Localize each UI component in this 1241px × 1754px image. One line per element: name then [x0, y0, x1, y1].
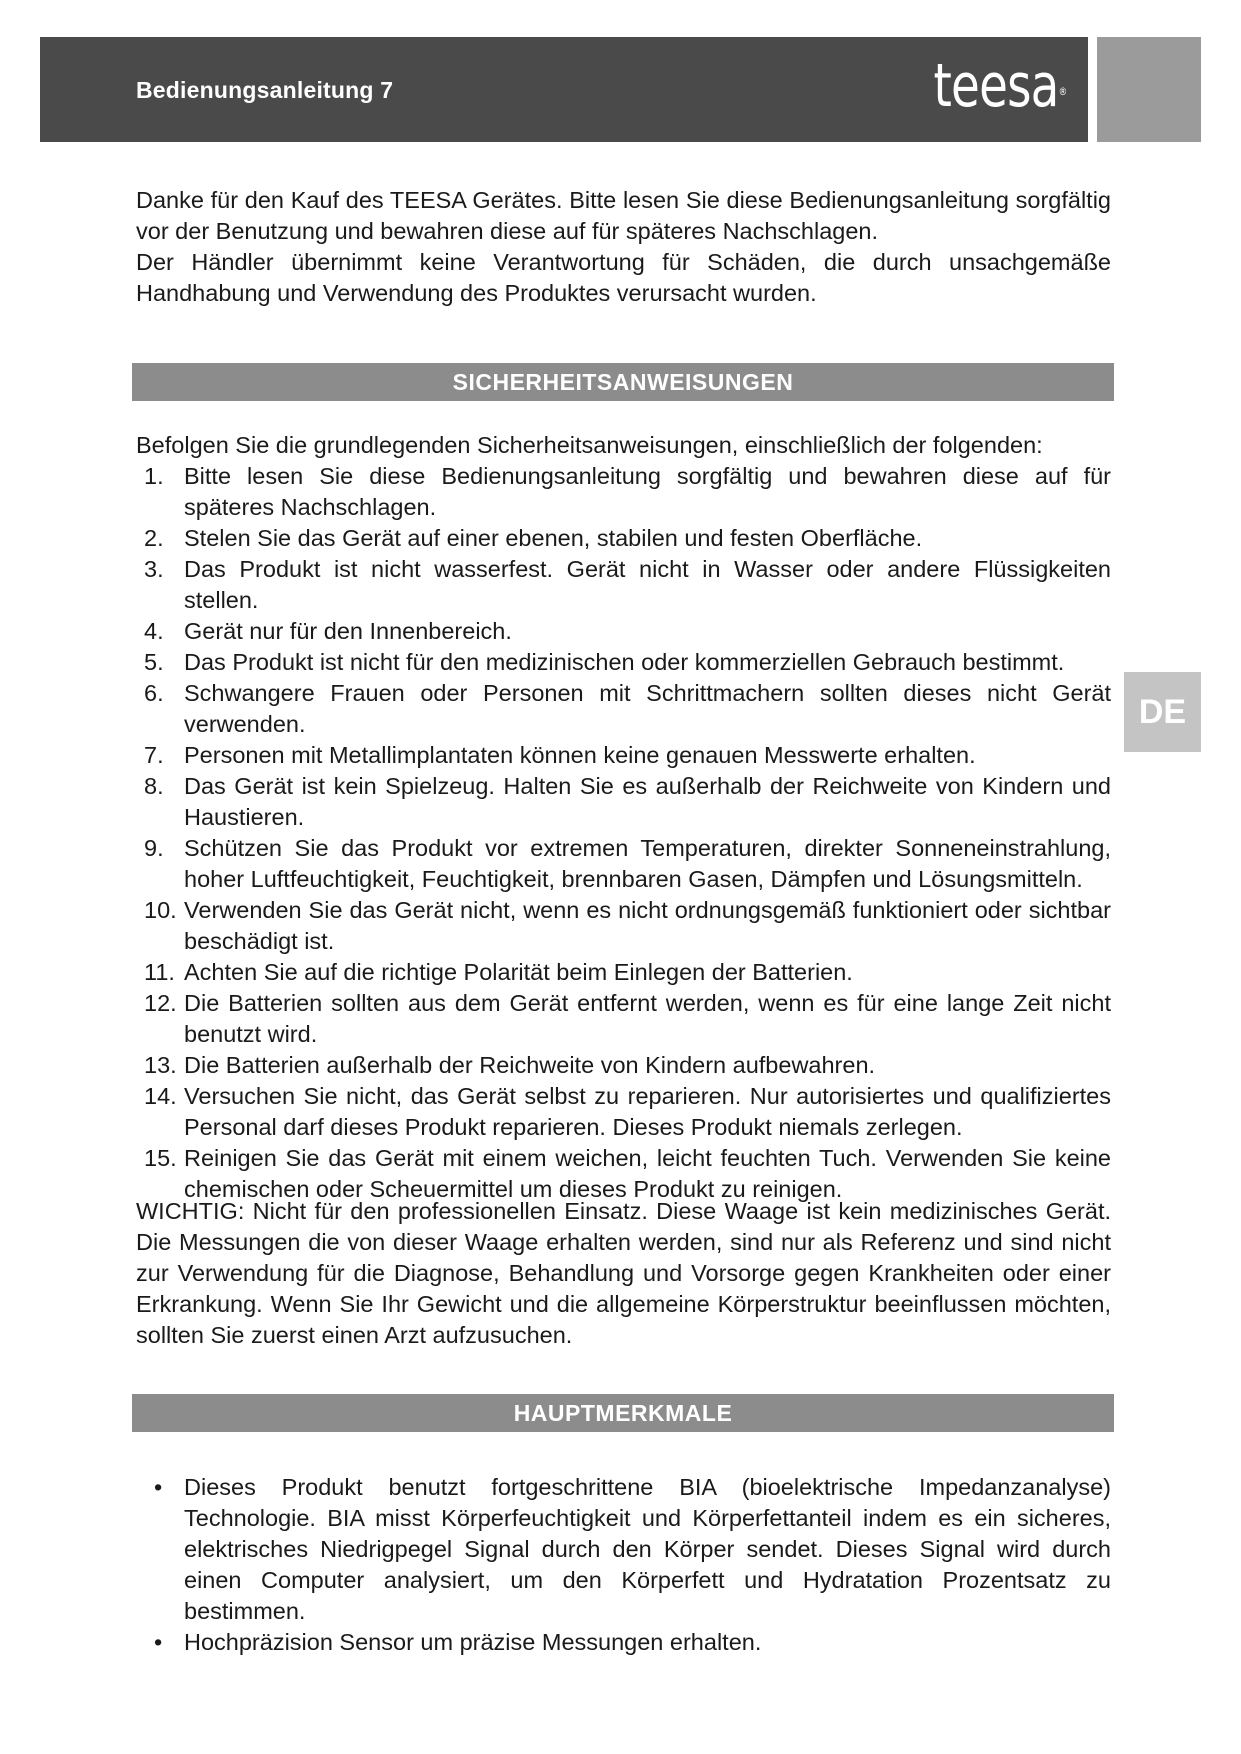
list-item: 10. Verwenden Sie das Gerät nicht, wenn es nicht ordnungsgemäß funktioniert oder sichtbar beschädigt ist.: [144, 897, 1111, 954]
list-item: 13. Die Batterien außerhalb der Reichweite von Kindern aufbewahren.: [144, 1052, 876, 1078]
list-item: 7. Personen mit Metallimplantaten können keine genauen Messwerte erhalten.: [144, 742, 976, 768]
intro-section: [136, 185, 1111, 309]
page-header: [40, 37, 1088, 142]
list-item: 1. Bitte lesen Sie diese Bedienungsanleitung sorgfältig und bewahren diese auf für späteres Nachschlagen.: [144, 463, 1111, 520]
list-item: 9. Schützen Sie das Produkt vor extremen Temperaturen, direkter Sonneneinstrahlung, hoher Luftfeuchtigkeit, Feuchtigkeit, brennbaren Gasen, Dämpfen und Lösungsmitteln.: [144, 835, 1111, 892]
manual-title: Bedienungsanleitung 7: [136, 77, 394, 103]
list-item: 3. Das Produkt ist nicht wasserfest. Gerät nicht in Wasser oder andere Flüssigkeiten stellen.: [144, 556, 1111, 613]
list-item: 5. Das Produkt ist nicht für den medizinischen oder kommerziellen Gebrauch bestimmt.: [144, 649, 1065, 675]
teesa-logo: teesa®: [933, 51, 1066, 121]
safety-list: [136, 461, 1111, 1205]
list-item: 14. Versuchen Sie nicht, das Gerät selbst zu reparieren. Nur autorisiertes und qualifiziertes Personal darf dieses Produkt reparieren. Dieses Produkt niemals zerlegen.: [144, 1083, 1111, 1140]
list-item: 4. Gerät nur für den Innenbereich.: [144, 618, 512, 644]
features-heading: HAUPTMERKMALE: [132, 1394, 1114, 1432]
intro-paragraph: Der Händler übernimmt keine Verantwortung für Schäden, die durch unsachgemäße Handhabung und Verwendung des Produktes verursacht wurden.: [136, 249, 1111, 306]
list-item: 15. Reinigen Sie das Gerät mit einem weichen, leicht feuchten Tuch. Verwenden Sie keine chemischen oder Scheuermittel um dieses Produkt zu reinigen.: [144, 1145, 1111, 1202]
important-paragraph: WICHTIG: Nicht für den professionellen Einsatz. Diese Waage ist kein medizinisches Gerät. Die Messungen die von dieser Waage erhalten werden, sind nur als Referenz und sind nicht zur Verwendung für die Diagnose, Behandlung und Vorsorge gegen Krankheiten oder einer Erkrankung. Wenn Sie Ihr Gewicht und die allgemeine Körperstruktur beeinflussen möchten, sollten Sie zuerst einen Arzt aufzusuchen.: [136, 1198, 1111, 1348]
list-item: 11. Achten Sie auf die richtige Polarität beim Einlegen der Batterien.: [144, 959, 853, 985]
features-section: [136, 1472, 1111, 1658]
language-tab-de: DE: [1124, 672, 1201, 752]
list-item: 2. Stelen Sie das Gerät auf einer ebenen, stabilen und festen Oberfläche.: [144, 525, 923, 551]
intro-paragraph: Danke für den Kauf des TEESA Gerätes. Bitte lesen Sie diese Bedienungsanleitung sorgfältig vor der Benutzung und bewahren diese auf für späteres Nachschlagen.: [136, 187, 1111, 244]
header-tab-decoration: [1097, 37, 1201, 142]
safety-section: [136, 430, 1111, 1205]
important-notice: [136, 1196, 1111, 1351]
bullet-icon: •: [154, 1629, 163, 1655]
list-item: • Dieses Produkt benutzt fortgeschrittene BIA (bioelektrische Impedanzanalyse) Technologie. BIA misst Körperfeuchtigkeit und Körperfettanteil indem es ein sicheres, elektrisches Niedrigpegel Signal durch den Körper sendet. Dieses Signal wird durch einen Computer analysiert, um den Körperfett und Hydratation Prozentsatz zu bestimmen.: [154, 1474, 1111, 1624]
list-item: 8. Das Gerät ist kein Spielzeug. Halten Sie es außerhalb der Reichweite von Kindern und Haustieren.: [144, 773, 1111, 830]
list-item: 6. Schwangere Frauen oder Personen mit Schrittmachern sollten dieses nicht Gerät verwenden.: [144, 680, 1111, 737]
list-item: • Hochpräzision Sensor um präzise Messungen erhalten.: [136, 1627, 1111, 1658]
safety-heading: SICHERHEITSANWEISUNGEN: [132, 363, 1114, 401]
list-item: 12. Die Batterien sollten aus dem Gerät entfernt werden, wenn es für eine lange Zeit nicht benutzt wird.: [144, 990, 1111, 1047]
safety-lead: Befolgen Sie die grundlegenden Sicherheitsanweisungen, einschließlich der folgenden:: [136, 432, 1043, 458]
bullet-icon: •: [154, 1474, 163, 1500]
features-list: [136, 1472, 1111, 1658]
